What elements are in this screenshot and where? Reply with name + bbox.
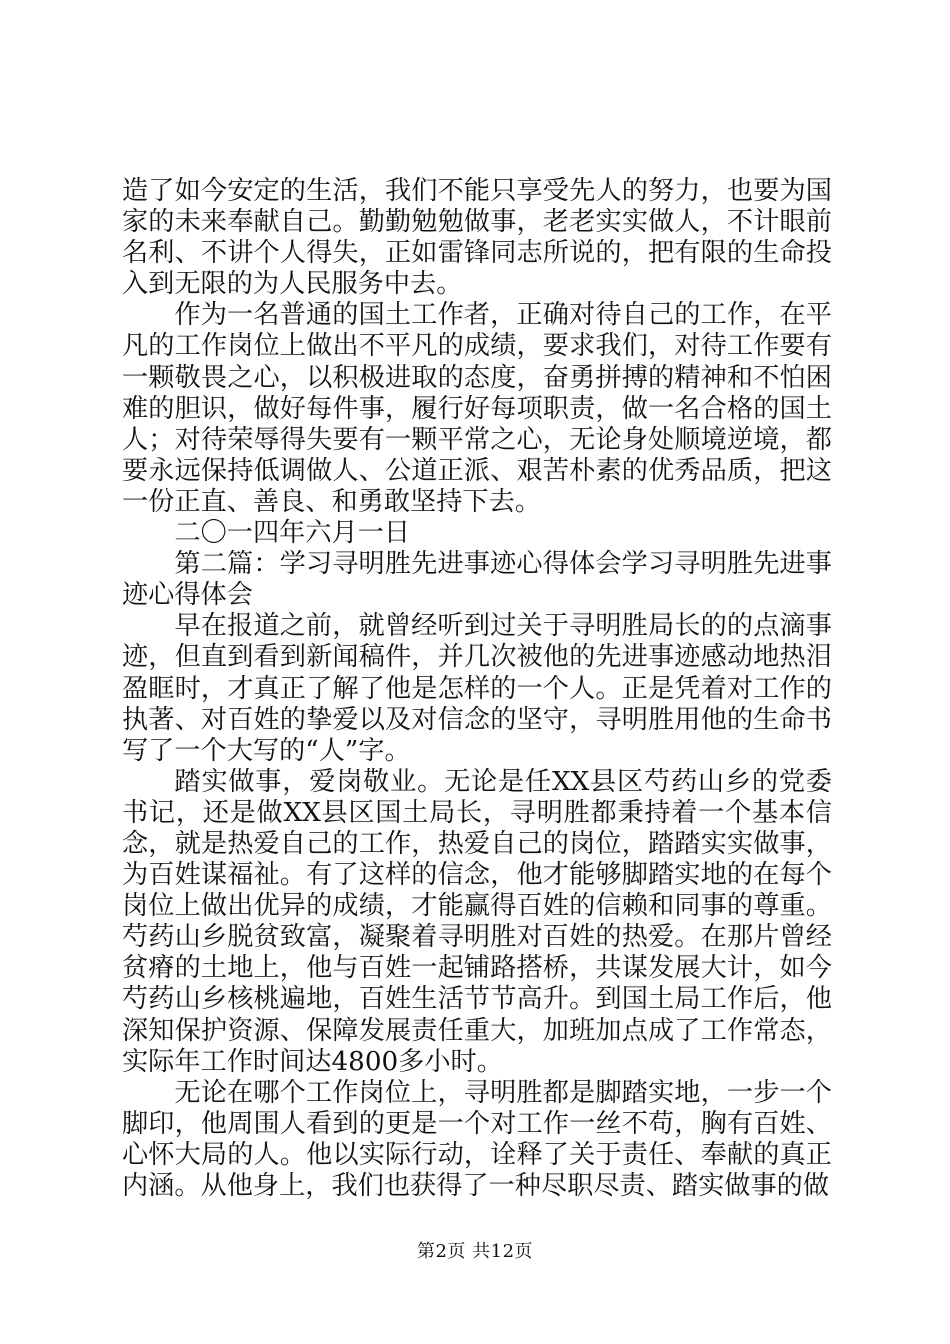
paragraph-continued: 造了如今安定的生活，我们不能只享受先人的努力，也要为国家的未来奉献自己。勤勤勉勉做事，老老实实做人，不计眼前名利、不讲个人得失，正如雷锋同志所说的，把有限的生命投入到无限的为人民服务中去。 <box>122 176 832 300</box>
document-body <box>122 176 832 1202</box>
page-number-footer: 第2页 共12页 <box>416 1241 534 1262</box>
paragraph: 作为一名普通的国土工作者，正确对待自己的工作，在平凡的工作岗位上做出不平凡的成绩，要求我们，对待工作要有一颗敬畏之心，以积极进取的态度，奋勇拼搏的精神和不怕困难的胆识，做好每件事，履行好每项职责，做一名合格的国土人；对待荣辱得失要有一颗平常之心，无论身处顺境逆境，都要永远保持低调做人、公道正派、艰苦朴素的优秀品质，把这一份正直、善良、和勇敢坚持下去。 <box>122 300 832 517</box>
paragraph: 无论在哪个工作岗位上，寻明胜都是脚踏实地，一步一个脚印，他周围人看到的更是一个对工作一丝不苟，胸有百姓、心怀大局的人。他以实际行动，诠释了关于责任、奉献的真正内涵。从他身上，我们也获得了一种尽职尽责、踏实做事的做 <box>122 1077 832 1201</box>
paragraph: 踏实做事，爱岗敬业。无论是任XX县区芍药山乡的党委书记，还是做XX县区国土局长，寻明胜都秉持着一个基本信念，就是热爱自己的工作，热爱自己的岗位，踏踏实实做事，为百姓谋福祉。有了这样的信念，他才能够脚踏实地的在每个岗位上做出优异的成绩，才能赢得百姓的信赖和同事的尊重。芍药山乡脱贫致富，凝聚着寻明胜对百姓的热爱。在那片曾经贫瘠的土地上，他与百姓一起铺路搭桥，共谋发展大计，如今芍药山乡核桃遍地，百姓生活节节高升。到国土局工作后，他深知保护资源、保障发展责任重大，加班加点成了工作常态，实际年工作时间达4800多小时。 <box>122 766 832 1077</box>
date-line: 二〇一四年六月一日 <box>174 518 411 549</box>
section-heading: 第二篇：学习寻明胜先进事迹心得体会学习寻明胜先进事迹心得体会 <box>122 549 832 611</box>
paragraph: 早在报道之前，就曾经听到过关于寻明胜局长的的点滴事迹，但直到看到新闻稿件，并几次被他的先进事迹感动地热泪盈眶时，才真正了解了他是怎样的一个人。正是凭着对工作的执著、对百姓的挚爱以及对信念的坚守，寻明胜用他的生命书写了一个大写的“人”字。 <box>122 611 832 766</box>
